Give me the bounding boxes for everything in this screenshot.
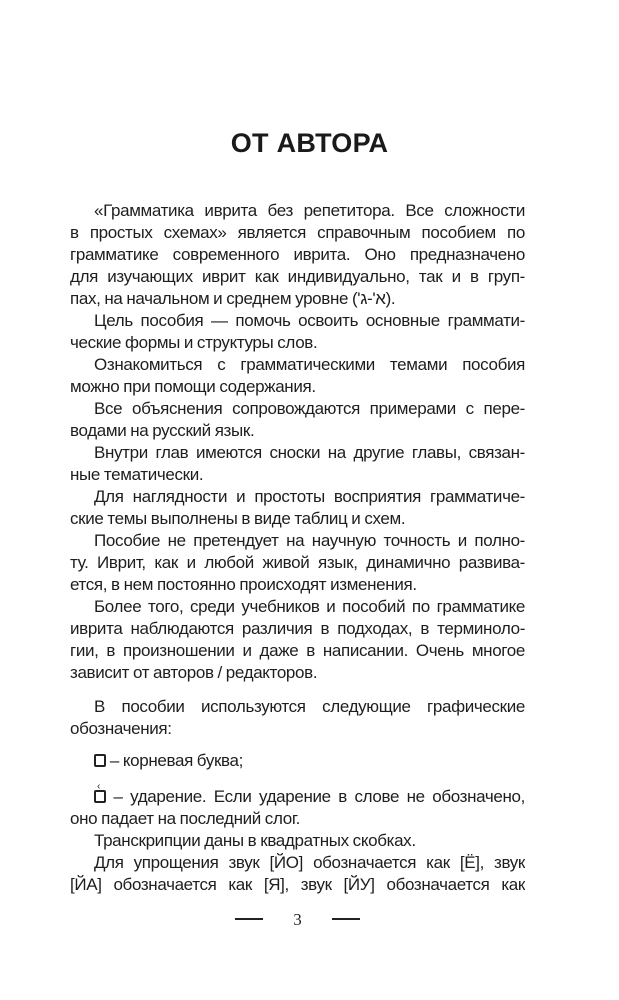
text-line: водами на русский язык.: [70, 421, 255, 440]
text-line: Более того, среди учебников и пособий по грамматике: [94, 597, 525, 616]
body-text: [70, 200, 525, 896]
text-line: Внутри глав имеются сноски на другие главы, связан-: [94, 443, 525, 462]
page-number: 3: [293, 910, 302, 929]
text-line: иврита наблюдаются различия в подходах, в терминоло-: [70, 619, 525, 638]
text-line: обозначения:: [70, 719, 172, 738]
text-line: Ознакомиться с грамматическими темами пособия: [94, 355, 525, 374]
text-line: «Грамматика иврита без репетитора. Все сложности: [94, 201, 525, 220]
text-line: Для упрощения звук [ЙО] обозначается как [Ё], звук: [94, 853, 525, 872]
footer-dash-right: [332, 918, 360, 920]
text-line: зависит от авторов / редакторов.: [70, 663, 318, 682]
text-line: Пособие не претендует на научную точность и полно-: [94, 531, 525, 550]
text-line: оно падает на последний слог.: [70, 809, 300, 828]
text-line: гии, в произношении и даже в написании. Очень многое: [70, 641, 525, 660]
text-line: можно при помощи содержания.: [70, 377, 316, 396]
text-line: В пособии используются следующие графические: [94, 697, 525, 716]
text-line: [ЙА] обозначается как [Я], звук [ЙУ] обозначается как: [70, 875, 525, 894]
page-column: [70, 200, 525, 930]
text-line: в простых схемах» является справочным пособием по: [70, 223, 525, 242]
text-line: Транскрипции даны в квадратных скобках.: [94, 831, 416, 850]
legend-text: – ударение. Если ударение в слове не обозначено,: [113, 787, 526, 806]
text-line: ту. Иврит, как и любой живой язык, динамично развива-: [70, 553, 525, 572]
stressed-letter-square-icon: [94, 781, 106, 803]
text-line: грамматике современного иврита. Оно предназначено: [70, 245, 525, 264]
stress-mark-icon: ‹: [97, 781, 101, 792]
legend-text: – корневая буква;: [109, 751, 244, 770]
text-line: ные тематически.: [70, 465, 204, 484]
page-title: ОТ АВТОРА: [230, 128, 389, 158]
text-line: ется, в нем постоянно происходят изменения.: [70, 575, 417, 594]
text-line: для изучающих иврит как индивидуально, так и в груп-: [70, 267, 525, 286]
text-line: Цель пособия — помочь освоить основные граммати-: [94, 311, 525, 330]
legend-stress: [70, 781, 526, 808]
root-letter-square-icon: [94, 754, 106, 767]
text-line: ческие формы и структуры слов.: [70, 333, 318, 352]
page-number-footer: [70, 910, 525, 930]
footer-dash-left: [235, 918, 263, 920]
text-line: пах, на начальном и среднем уровне (⁨א'-ג'⁩).: [70, 289, 396, 308]
text-line: Для наглядности и простоты восприятия грамматиче-: [94, 487, 525, 506]
text-line: Все объяснения сопровождаются примерами с пере-: [94, 399, 525, 418]
text-line: ские темы выполнены в виде таблиц и схем.: [70, 509, 406, 528]
legend-root-letter: [70, 750, 525, 772]
